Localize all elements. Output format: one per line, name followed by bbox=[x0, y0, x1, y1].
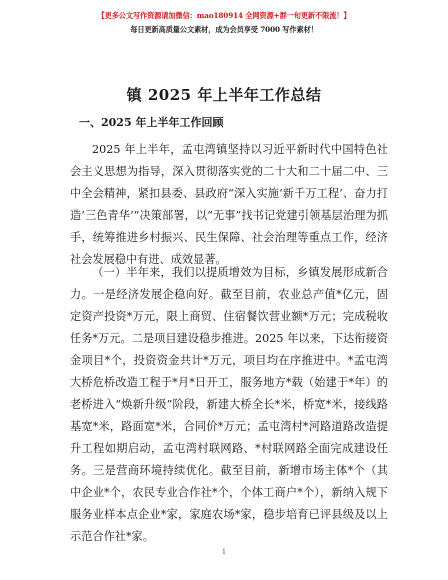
paragraph-1-text: 2025 年上半年，孟屯湾镇坚持以习近平新时代中国特色社会主义思想为指导，深入贯彻落实党的二十大和二十届二中、三中全会精神，紧扣县委、县政府“深入实施‘新千万工程’、奋力打造‘三色青华’”决策部署，以“无事”找书记党建引领基层治理为抓手，统筹推进乡村振兴、民生保障、社会治理等重点工作，经济社会发展稳中有进、成效显著。 bbox=[70, 143, 388, 266]
paragraph-2-text: （一）半年来，我们以提质增效为目标，乡镇发展形成新合力。一是经济发展企稳向好。截至目前，农业总产值*亿元，固定资产投资*万元，限上商贸、住宿餐饮营业额*万元；完成税收任务*万元。二是项目建设稳步推进。2025 年以来，下达衔接资金项目*个，投资资金共计*万元，项目均在序推进中。*孟屯湾大桥危桥改造工程于*月*日开工，服务地方*载（始建于*年）的老桥进入“焕新升级”阶段，新建大桥全长*米，桥宽*米，接线路基宽*米，路面宽*米，合同价*万元；孟屯湾村*河路道路改造提升工程如期启动，孟屯湾村联网路、*村联网路全面完成建设任务。三是营商环境持续优化。截至目前，新增市场主体*个（其中企业*个，农民专业合作社*个，个体工商户*个），新纳入规下服务业样本点企业*家，家庭农场*家，稳步培育已评县级及以上示范合作社*家。 bbox=[70, 266, 388, 543]
body-paragraph-2 bbox=[70, 262, 388, 548]
page-number: 1 bbox=[221, 548, 227, 556]
document-title: 镇 2025 年上半年工作总结 bbox=[126, 86, 322, 104]
promo-banner-line-1: 【更多公文写作资源请加微信：mao180914 全网资源+群一旬更新不限流！】 bbox=[97, 11, 351, 20]
promo-banner-line-2: 每日更新高质量公文素材，成为会员享受 7000 写作素材！ bbox=[130, 25, 318, 34]
section-heading: 一、2025 年上半年工作回顾 bbox=[79, 116, 224, 129]
body-paragraph-1 bbox=[70, 139, 388, 271]
